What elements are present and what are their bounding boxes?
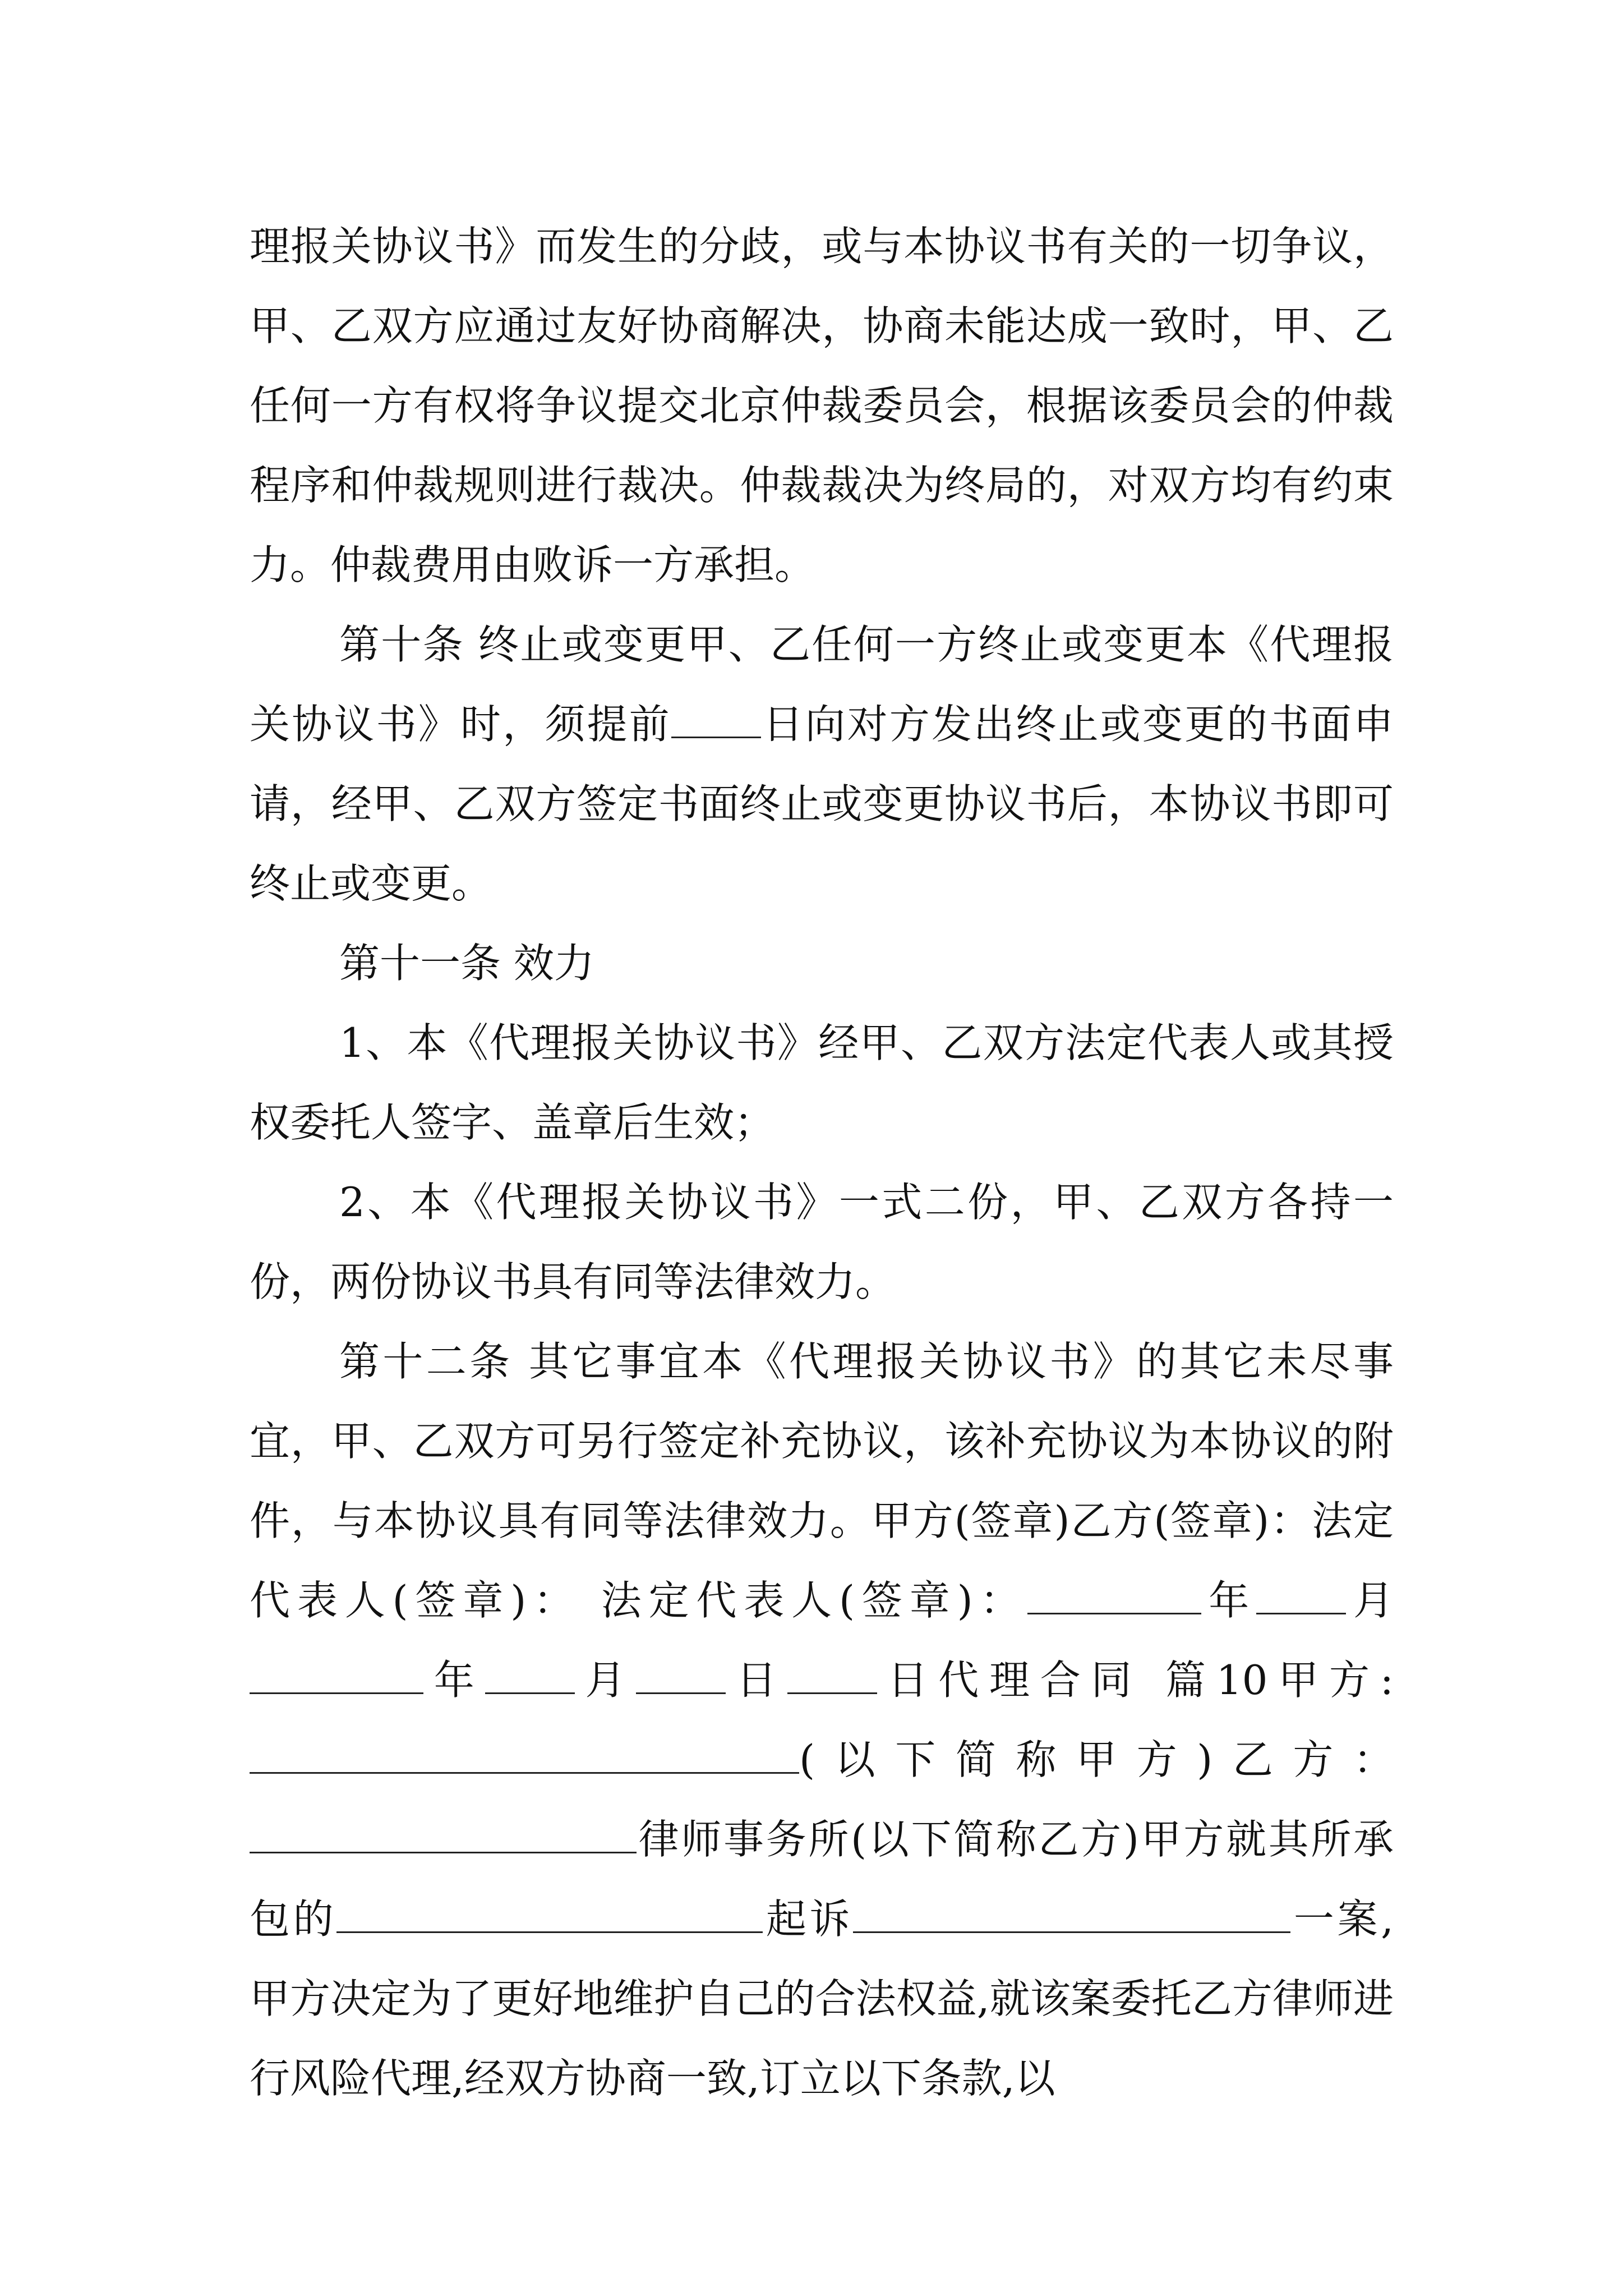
- month-label: 月: [574, 1657, 637, 1704]
- year-label: 年: [423, 1657, 485, 1704]
- day-label: 日: [726, 1657, 787, 1704]
- paragraph-text: 理报关协议书》而发生的分歧，或与本协议书有关的一切争议，甲、乙双方应通过友好协商解决，协商未能达成一致时，甲、乙任何一方有权将争议提交北京仲裁委员会，根据该委员会的仲裁程序和仲裁规则进行裁决。仲裁裁决为终局的，对双方均有约束力。仲裁费用由败诉一方承担。: [250, 223, 1394, 588]
- day-blank: [787, 1656, 877, 1694]
- month-blank: [485, 1656, 575, 1694]
- paragraph-text: 2、本《代理报关协议书》一式二份，甲、乙双方各持一份，两份协议书具有同等法律效力。: [250, 1179, 1394, 1305]
- year-blank: [1027, 1576, 1201, 1614]
- paragraph-text: 第十条 终止或变更甲、乙任何一方终止或变更本《代理报关协议书》时，须提前: [250, 621, 1394, 748]
- month-label: 月: [1346, 1577, 1394, 1624]
- contract-title: 日代理合同 篇10甲方:: [877, 1657, 1394, 1704]
- day-blank: [636, 1656, 726, 1694]
- paragraph-article-12: [250, 1322, 1394, 2118]
- paragraph-article-10: [250, 605, 1394, 923]
- days-blank: [671, 700, 761, 738]
- paragraph-text: 第十二条 其它事宜本《代理报关协议书》的其它未尽事宜，甲、乙双方可另行签定补充协议，该补充协议为本协议的附件，与本协议具有同等法律效力。甲方(签章)乙方(签章)：法定代表人(签章)： 法定代表人(签章)：: [250, 1338, 1394, 1624]
- month-blank: [1256, 1576, 1346, 1614]
- paragraph-text: 第十一条 效力: [339, 940, 594, 987]
- party-a-blank: [250, 1736, 799, 1774]
- case-text: 一案,甲方决定为了更好地维护自己的合法权益,就该案委托乙方律师进行风险代理,经双方协商一致,订立以下条款,以: [250, 1895, 1394, 2102]
- paragraph-text: 1、本《代理报关协议书》经甲、乙双方法定代表人或其授权委托人签字、盖章后生效；: [250, 1019, 1394, 1146]
- party-a-suffix: (以下简称甲方)乙方：: [799, 1736, 1394, 1783]
- year-label: 年: [1201, 1577, 1257, 1624]
- year-blank: [250, 1656, 423, 1694]
- defendant-blank: [853, 1895, 1290, 1933]
- paragraph-effect-2: [250, 1162, 1394, 1322]
- paragraph-effect-1: [250, 1003, 1394, 1162]
- paragraph-text: 日向对方发出终止或变更的书面申请，经甲、乙双方签定书面终止或变更协议书后，本协议书即可终止或变更。: [250, 701, 1394, 907]
- paragraph-arbitration: [250, 206, 1394, 605]
- law-firm-blank: [250, 1815, 637, 1853]
- law-firm-text: 律师事务所(以下简称乙方)甲方就其所承包的: [250, 1816, 1394, 1943]
- sue-label: 起诉: [763, 1895, 854, 1943]
- contract-blank: [336, 1895, 763, 1933]
- paragraph-article-11-heading: [250, 923, 1394, 1003]
- document-body: [250, 206, 1394, 2118]
